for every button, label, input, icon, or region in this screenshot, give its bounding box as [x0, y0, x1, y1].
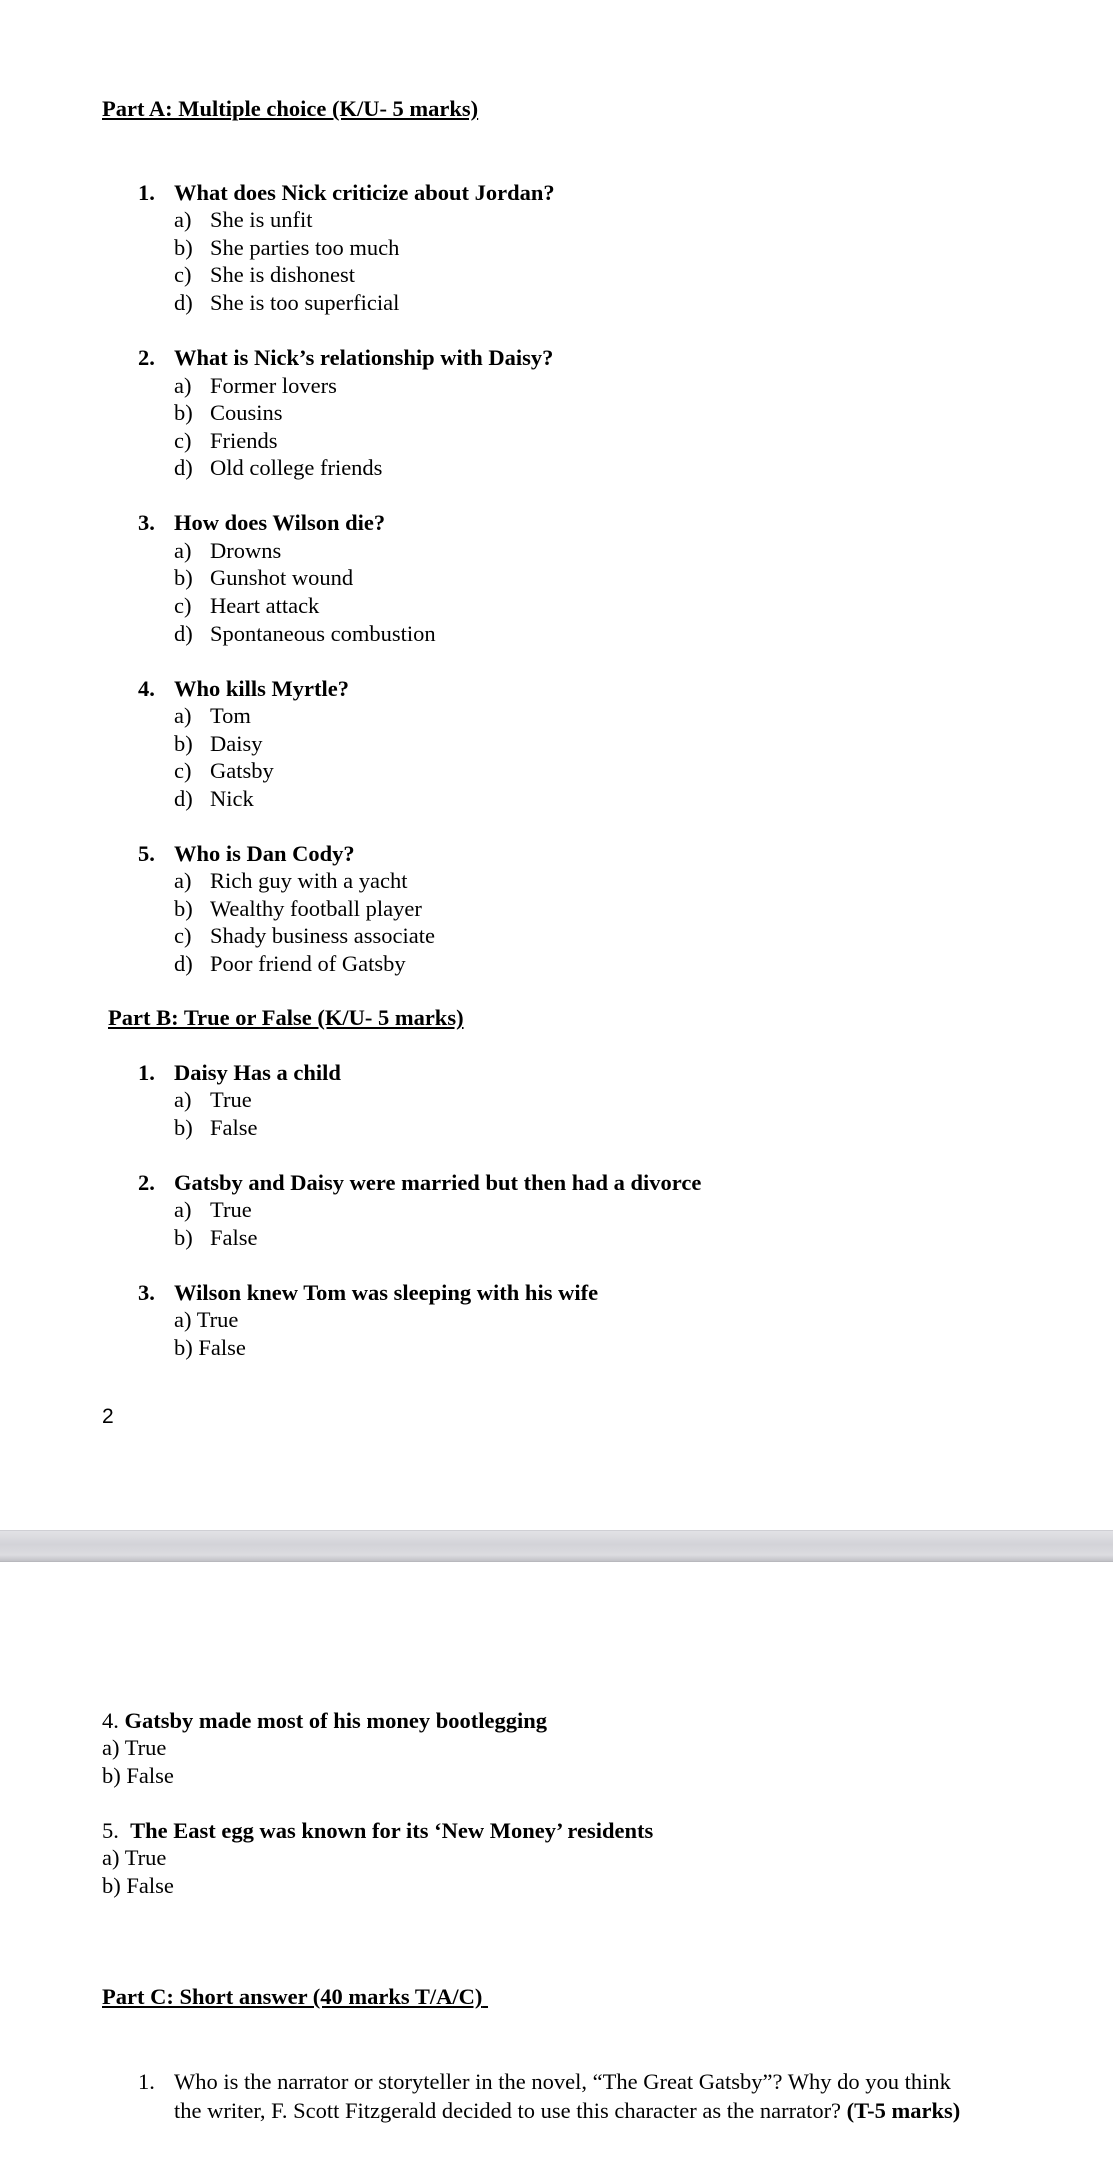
option: a) Tom — [174, 703, 251, 728]
option: b) Cousins — [174, 400, 283, 425]
page-separator — [0, 1530, 1113, 1562]
part-b-question-5: 5. The East egg was known for its ‘New Money’ residents — [102, 1818, 654, 1843]
option: b) Daisy — [174, 731, 263, 756]
part-a-question-5: 5. Who is Dan Cody? — [138, 841, 355, 866]
part-b-question-3: 3. Wilson knew Tom was sleeping with his wife — [138, 1280, 599, 1305]
part-a-question-2: 2. What is Nick’s relationship with Daisy? — [138, 345, 554, 370]
option: d) She is too superficial — [174, 290, 400, 315]
part-b-question-1: 1. Daisy Has a child — [138, 1060, 341, 1085]
option: c) Shady business associate — [174, 923, 435, 948]
option: b) Gunshot wound — [174, 565, 354, 590]
option: c) Friends — [174, 428, 278, 453]
option: a) True — [102, 1735, 167, 1760]
part-a-heading: Part A: Multiple choice (K/U- 5 marks) — [102, 96, 479, 121]
option: d) Spontaneous combustion — [174, 621, 436, 646]
option: d) Nick — [174, 786, 254, 811]
option: b) Wealthy football player — [174, 896, 422, 921]
option: b) False — [174, 1225, 258, 1250]
part-b-question-4: 4. Gatsby made most of his money bootlegging — [102, 1708, 548, 1733]
page-number: 2 — [102, 1405, 114, 1428]
option: d) Old college friends — [174, 455, 383, 480]
option: a) True — [174, 1307, 239, 1332]
part-c-question-1: 1. Who is the narrator or storyteller in the novel, “The Great Gatsby”? Why do you think the writer, F. Scott Fitzgerald decided to use this character as the narrator? (T-5 marks) — [138, 2069, 961, 2123]
option: b) She parties too much — [174, 235, 400, 260]
option: c) She is dishonest — [174, 262, 356, 287]
option: b) False — [102, 1763, 174, 1788]
option: b) False — [102, 1873, 174, 1898]
option: a) Former lovers — [174, 373, 337, 398]
option: b) False — [174, 1335, 246, 1360]
part-a-question-3: 3. How does Wilson die? — [138, 510, 386, 535]
part-a-question-4: 4. Who kills Myrtle? — [138, 676, 349, 701]
part-b-heading: Part B: True or False (K/U- 5 marks) — [108, 1005, 464, 1030]
option: c) Heart attack — [174, 593, 320, 618]
option: a) Drowns — [174, 538, 282, 563]
option: a) Rich guy with a yacht — [174, 868, 408, 893]
option: c) Gatsby — [174, 758, 274, 783]
part-a-question-1: 1. What does Nick criticize about Jordan? — [138, 180, 555, 205]
option: a) True — [174, 1197, 252, 1222]
option: a) She is unfit — [174, 207, 313, 232]
page-2 — [0, 1562, 1113, 2171]
option: d) Poor friend of Gatsby — [174, 951, 406, 976]
part-c-heading: Part C: Short answer (40 marks T/A/C) — [102, 1984, 483, 2009]
option: a) True — [102, 1845, 167, 1870]
part-b-question-2: 2. Gatsby and Daisy were married but then had a divorce — [138, 1170, 702, 1195]
option: b) False — [174, 1115, 258, 1140]
option: a) True — [174, 1087, 252, 1112]
